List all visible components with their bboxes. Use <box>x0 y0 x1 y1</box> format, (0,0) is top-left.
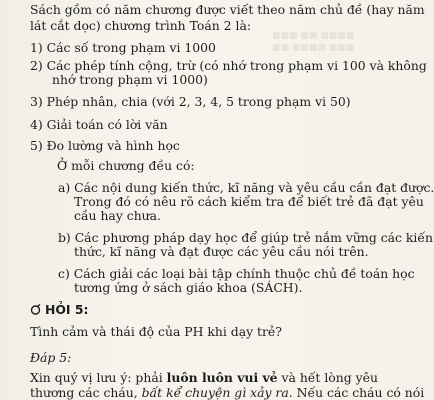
question-text: Tình cảm và thái độ của PH khi dạy trẻ? <box>30 324 282 339</box>
item-a-line-1: a) Các nội dung kiến thức, kĩ năng và yêu cầu cần đạt được. <box>58 180 434 195</box>
chapter-5: 5) Đo lường và hình học <box>30 138 180 153</box>
answer-paragraph-line-1 <box>30 370 378 385</box>
item-c-line-2: tương ứng ở sách giáo khoa (SÁCH). <box>74 280 303 295</box>
question-heading <box>30 302 88 317</box>
answer-emphasis: luôn luôn vui vẻ <box>166 370 278 385</box>
chapter-4: 4) Giải toán có lời văn <box>30 117 168 132</box>
item-a-line-3: cầu hay chưa. <box>74 208 161 223</box>
answer-label: Đáp 5: <box>30 350 72 365</box>
item-b-line-2: thức, kĩ năng và đạt được các yêu cầu nói trên. <box>74 244 369 259</box>
item-b-line-1: b) Các phương pháp dạy học để giúp trẻ nắm vững các kiến <box>58 230 433 245</box>
answer-italic: bất kể chuyện gì xảy ra <box>141 385 289 400</box>
show-through-text: ■■■ ■■ ■■■■ ■■ ■■■■ ■■■ <box>272 31 355 53</box>
answer-text: và hết lòng yêu <box>277 370 378 385</box>
question-label: HỎI 5: <box>45 302 89 317</box>
answer-text: thương các cháu, <box>30 385 142 400</box>
question-bullet-icon <box>30 304 41 315</box>
answer-text: . Nếu các cháu có nói <box>288 385 425 400</box>
answer-paragraph-line-2 <box>30 385 424 400</box>
each-chapter-intro: Ở mỗi chương đều có: <box>57 158 195 173</box>
item-a-line-2: Trong đó có nêu rõ cách kiểm tra để biết trẻ đã đạt yêu <box>74 194 424 209</box>
item-c-line-1: c) Cách giải các loại bài tập chính thuộc chủ đề toán học <box>58 266 415 281</box>
chapter-3: 3) Phép nhân, chia (với 2, 3, 4, 5 trong phạm vi 50) <box>30 94 351 109</box>
answer-text: Xin quý vị lưu ý: phải <box>30 370 167 385</box>
intro-line-1: Sách gồm có năm chương được viết theo năm chủ đề (hay năm <box>30 2 425 17</box>
chapter-2-line-2: nhớ trong phạm vi 1000) <box>52 72 208 87</box>
chapter-1: 1) Các số trong phạm vi 1000 <box>30 40 216 55</box>
chapter-2-line-1: 2) Các phép tính cộng, trừ (có nhớ trong phạm vi 100 và không <box>30 58 427 73</box>
intro-line-2: lát cắt dọc) chương trình Toán 2 là: <box>30 18 252 33</box>
